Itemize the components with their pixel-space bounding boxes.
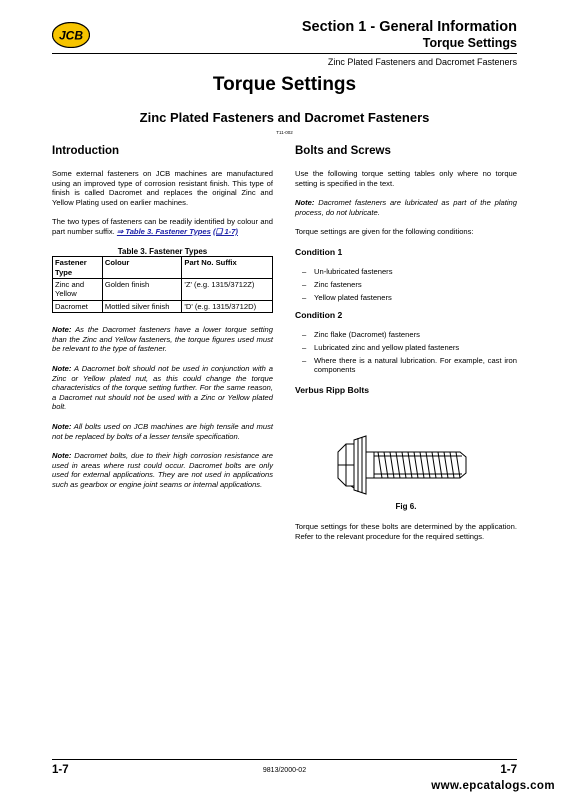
note-text: A Dacromet bolt should not be used in conjunction with a Zinc or Yellow plated nut, as this could change the torque characteristics of the torque setting further. For the same reason, a Dacromet nut should not be used with a Zinc or Yellow plated bolt. (52, 363, 273, 412)
list-item: – Yellow plated fasteners (295, 293, 517, 303)
list-item: – Zinc fasteners (295, 280, 517, 290)
list-item: – Un-lubricated fasteners (295, 267, 517, 277)
doc-number: 9813/2000-02 (262, 767, 307, 774)
note-label: Note: (52, 451, 72, 461)
table-header-cell: Colour (102, 257, 182, 279)
note-1 (52, 325, 273, 354)
condition-1-list (295, 267, 517, 303)
right-column (295, 144, 517, 396)
condition-2-heading: Condition 2 (295, 309, 343, 320)
page-title: Torque Settings (212, 74, 357, 95)
note-text: Dacromet fasteners are lubricated as part of the plating process, do not lubricate. (295, 198, 517, 217)
table-link[interactable]: ⇒ Table 3. Fastener Types (116, 226, 211, 236)
table-cell: Zinc and Yellow (53, 278, 103, 300)
footer-rule (52, 759, 517, 760)
table-cell: 'D' (e.g. 1315/3712D) (182, 300, 273, 312)
jcb-logo (52, 22, 90, 48)
note-label: Note: (52, 325, 72, 335)
bolts-paragraph-1: Use the following torque setting tables only where no torque setting is specified in the text. (295, 169, 517, 188)
note-4 (52, 451, 273, 489)
page-ref-link[interactable]: (❑ 1-7) (213, 226, 238, 236)
bolts-paragraph-2: Torque settings are given for the following conditions: (295, 227, 474, 237)
bolts-paragraph-3: Torque settings for these bolts are determined by the application. Refer to the relevant procedure for the required settings. (295, 522, 517, 541)
note-label: Note: (295, 198, 315, 208)
note-2 (52, 364, 273, 412)
subsection-title: Torque Settings (422, 36, 517, 50)
note-text: As the Dacromet fasteners have a lower torque setting than the Zinc and Yellow fasteners, the torque figures used must be relevant to the type of fastener. (52, 325, 273, 354)
page-number-right: 1-7 (500, 764, 517, 776)
table-cell: Dacromet (53, 300, 103, 312)
list-item: – Lubricated zinc and yellow plated fasteners (295, 343, 517, 353)
table-cell: Mottled silver finish (102, 300, 182, 312)
table-header-row (53, 257, 273, 279)
watermark: www.epcatalogs.com (431, 780, 555, 792)
note-text: All bolts used on JCB machines are high tensile and must not be replaced by bolts of a lesser tensile specification. (52, 421, 273, 441)
header-rule (52, 53, 517, 54)
table-caption: Table 3. Fastener Types (117, 246, 208, 256)
list-item: – Zinc flake (Dacromet) fasteners (295, 330, 517, 340)
verbus-ripp-bolt-figure (336, 432, 468, 498)
page-number-left: 1-7 (52, 764, 69, 776)
left-column (52, 144, 273, 490)
bolts-note (295, 198, 517, 217)
table-header-cell: Part No. Suffix (182, 257, 273, 279)
page-subtitle: Zinc Plated Fasteners and Dacromet Fasteners (139, 110, 430, 125)
header-topic: Zinc Plated Fasteners and Dacromet Fasteners (327, 57, 517, 67)
table-cell: Golden finish (102, 278, 182, 300)
note-label: Note: (52, 363, 72, 373)
figure-caption: Fig 6. (395, 502, 417, 511)
intro-heading: Introduction (52, 145, 120, 157)
intro-paragraph-2-text: The two types of fasteners can be readily identified by colour and part number suffix. (52, 217, 273, 236)
section-title: Section 1 - General Information (301, 19, 517, 35)
right-column-bottom (295, 522, 517, 541)
note-label: Note: (52, 421, 72, 431)
condition-1-heading: Condition 1 (295, 246, 343, 257)
table-row (53, 300, 273, 312)
fastener-table (52, 256, 273, 313)
bolts-heading: Bolts and Screws (295, 145, 391, 157)
list-item: – Where there is a natural lubrication. For example, cast iron components (295, 356, 517, 375)
condition-2-list (295, 330, 517, 375)
table-header-cell: Fastener Type (53, 257, 103, 279)
intro-paragraph-2 (52, 217, 273, 236)
table-row (53, 278, 273, 300)
note-3 (52, 422, 273, 441)
intro-paragraph-1: Some external fasteners on JCB machines are manufactured using an improved type of corrosion resistant finish. This type of finish is called Dacromet and replaces the original Zinc and Yellow Plating used on earlier machines. (52, 169, 273, 207)
table-cell: 'Z' (e.g. 1315/3712Z) (182, 278, 273, 300)
verbus-heading: Verbus Ripp Bolts (295, 384, 370, 395)
svg-text:JCB: JCB (58, 28, 84, 43)
doc-code: T11-002 (276, 130, 293, 135)
note-text: Dacromet bolts, due to their high corrosion resistance are used in areas where rust could occur. Dacromet bolts are only used for external applications. They are not used in applications such as gearbox or engine joint seams or internal applications. (52, 451, 273, 489)
